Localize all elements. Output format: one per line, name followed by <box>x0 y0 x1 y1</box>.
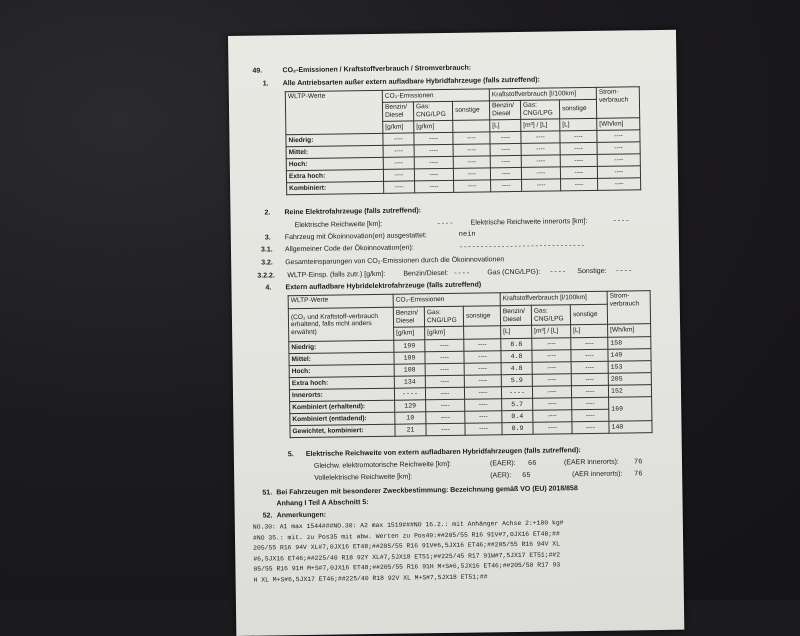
t4-cell: ---- <box>533 398 572 411</box>
t4-cell: ---- <box>532 386 571 399</box>
t4-unit-whkm: [Wh/km] <box>608 324 651 337</box>
section-49-title: CO₂-Emissionen / Kraftstoffverbrauch / Stromverbrauch: <box>282 64 472 75</box>
t1-row-label: Mittel: <box>286 145 383 158</box>
t1-unit-gkm: [g/km] <box>383 121 414 133</box>
t1-cell: ---- <box>383 133 414 145</box>
t1-cell: ---- <box>597 154 640 167</box>
t4-note: (CO₂ und Kraftstoff-verbrauch erhaltend, falls nicht anders erwähnt) <box>288 307 393 341</box>
t4-unit-l: [L] <box>501 326 532 339</box>
t4-gas-header-2: Gas: CNG/LPG <box>531 305 570 326</box>
t4-fuel-value: ---- <box>501 386 532 398</box>
t1-unit-gkm-2: [g/km] <box>414 120 453 133</box>
t1-cell: ---- <box>490 143 521 155</box>
t1-cell: ---- <box>491 179 522 191</box>
t4-strom-value: 205 <box>608 373 651 386</box>
section-5-number: 5. <box>287 451 294 459</box>
eaer-key: (EAER): <box>489 460 516 468</box>
t1-co2-header: CO₂-Emissionen <box>382 89 489 102</box>
t4-fuel-value: 5.9 <box>501 374 532 386</box>
t4-row-label: Kombiniert (entladend): <box>290 412 395 425</box>
section-52-number: 52. <box>262 512 273 520</box>
section-51-line2: Anhang I Teil A Abschnitt 5: <box>276 499 369 508</box>
t4-unit-l-2: [L] <box>571 324 608 337</box>
t4-cell: ---- <box>464 387 501 400</box>
eco-code-label: Allgemeiner Code der Ökoinnovation(en): <box>284 244 414 254</box>
t1-gas-header-2: Gas: CNG/LPG <box>520 100 559 120</box>
t1-sonstige-header: sonstige <box>452 101 489 121</box>
t4-cell: ---- <box>426 411 465 424</box>
t1-unit-m3: [m³] / [L] <box>521 119 560 132</box>
t4-cell: ---- <box>464 339 501 352</box>
t1-benzin-header: Benzin/ Diesel <box>382 102 413 121</box>
t4-sonstige-header: sonstige <box>463 306 500 327</box>
t4-row-label: Gewichtet, kombiniert: <box>290 424 395 437</box>
t1-sonstige-header-2: sonstige <box>559 99 596 119</box>
t4-cell: ---- <box>532 338 571 351</box>
t1-row-label: Extra hoch: <box>286 169 383 182</box>
t4-cell: ---- <box>572 397 609 410</box>
t1-cell: ---- <box>522 179 561 192</box>
section-2-title: Reine Elektrofahrzeuge (falls zutreffend): <box>284 207 422 217</box>
t4-gas-header: Gas: CNG/LPG <box>424 306 463 327</box>
section-3-number: 3. <box>264 234 271 242</box>
t1-cell: ---- <box>597 166 640 179</box>
t1-unit-whkm: [Wh/km] <box>597 118 640 131</box>
t1-cell: ---- <box>453 156 490 169</box>
co2-savings-label: Gesamteinsparungen von CO₂-Emissionen durch die Ökoinnovationen <box>285 256 505 267</box>
section-1-number: 1. <box>262 80 269 88</box>
t1-cell: ---- <box>383 157 414 169</box>
t4-cell: ---- <box>465 411 502 424</box>
section-3-2-2-number: 3.2.2. <box>257 272 275 280</box>
t4-strom-value: 152 <box>608 385 651 398</box>
t4-strom-value: 140 <box>609 421 652 434</box>
t1-cell: ---- <box>598 178 641 191</box>
wltp-savings-label: WLTP-Einsp. (falls zutr.) [g/km]: <box>287 270 386 280</box>
eco-innovation-value: nein <box>458 230 476 239</box>
eaer-value: 66 <box>527 459 537 468</box>
t4-row-label: Niedrig: <box>289 340 394 353</box>
t4-cell: ---- <box>572 409 609 422</box>
t4-row-label: Mittel: <box>289 352 394 365</box>
aer-city-key: (AER innerorts): <box>572 470 623 479</box>
t1-cell: ---- <box>560 130 597 143</box>
electric-range-label: Elektrische Reichweite [km]: <box>294 220 383 230</box>
t1-cell: ---- <box>414 132 453 145</box>
aer-label: Vollelektrische Reichweite [km]: <box>314 473 413 482</box>
t4-cell: ---- <box>464 363 501 376</box>
t1-cell: ---- <box>490 131 521 143</box>
t4-unit-empty <box>464 326 501 339</box>
t1-cell: ---- <box>490 155 521 167</box>
t1-wltp-header: WLTP-Werte <box>285 90 383 134</box>
t4-fuel-value: 4.8 <box>501 362 532 374</box>
t1-unit-empty <box>453 120 490 133</box>
aer-value: 65 <box>522 471 531 480</box>
t4-co2-value: 21 <box>395 424 426 436</box>
t4-cell: ---- <box>426 399 465 412</box>
t4-benzin-header-2: Benzin/ Diesel <box>500 305 531 326</box>
section-52-title: Anmerkungen: <box>276 511 327 520</box>
savings-other-label: Sonstige: <box>577 267 607 276</box>
savings-other-value: ---- <box>615 267 633 276</box>
t4-strom-value: 158 <box>608 337 651 350</box>
t1-cell: ---- <box>453 168 490 181</box>
section-51-line1: Bei Fahrzeugen mit besonderer Zweckbestimmung: Bezeichnung gemäß VO (EU) 2018/858 <box>276 485 578 497</box>
t4-cell: ---- <box>571 337 608 350</box>
section-2-number: 2. <box>264 209 271 217</box>
eaer-city-value: 76 <box>633 458 643 467</box>
t1-cell: ---- <box>414 144 453 157</box>
t1-cell: ---- <box>454 180 491 193</box>
section-4-title: Extern aufladbare Hybridelektrofahrzeuge (falls zutreffend) <box>285 281 482 292</box>
remark-line: NO.30: A1 max 1544###NO.30: A2 max 1519###NO 16.2.: mit Anhänger Achse 2:+100 kg# <box>252 519 564 531</box>
t4-benzin-header: Benzin/ Diesel <box>393 307 424 328</box>
t1-fuel-header: Kraftstoffverbrauch [l/100km] <box>489 87 596 100</box>
t1-cell: ---- <box>521 131 560 144</box>
section-3-1-number: 3.1. <box>260 246 273 254</box>
savings-gas-label: Gas (CNG/LPG): <box>487 268 541 277</box>
t4-strom-value: 149 <box>608 349 651 362</box>
t4-cell: ---- <box>532 374 571 387</box>
t4-cell: ---- <box>425 375 464 388</box>
t4-cell: ---- <box>465 399 502 412</box>
t1-cell: ---- <box>560 142 597 155</box>
t4-cell: ---- <box>571 385 608 398</box>
section-49-number: 49. <box>252 67 263 75</box>
t4-row-label: Extra hoch: <box>289 376 394 389</box>
eaer-city-key: (EAER innerorts): <box>563 458 619 467</box>
t4-cell: ---- <box>425 339 464 352</box>
table-1-wltp <box>285 86 641 195</box>
t4-fuel-value: 8.8 <box>501 338 532 350</box>
t1-cell: ---- <box>453 132 490 145</box>
t4-co2-value: 129 <box>395 400 426 412</box>
t1-cell: ---- <box>597 130 640 143</box>
t4-co2-value: 108 <box>394 364 425 376</box>
t4-sonstige-header-2: sonstige <box>570 304 607 325</box>
t1-cell: ---- <box>383 145 414 157</box>
remark-line: H XL M+S#6,5JX17 ET46;##225/40 R18 92V XL M+S#7,5JX18 ET51;## <box>253 573 488 584</box>
t4-cell: ---- <box>533 410 572 423</box>
t1-unit-l: [L] <box>490 119 521 131</box>
t4-cell: ---- <box>425 387 464 400</box>
t4-cell: ---- <box>533 422 572 435</box>
t1-row-label: Hoch: <box>286 157 383 170</box>
section-4-number: 4. <box>265 284 272 292</box>
t1-row-label: Kombiniert: <box>287 181 384 194</box>
t4-row-label: Kombiniert (erhaltend): <box>290 400 395 413</box>
section-51-number: 51. <box>262 489 273 497</box>
t1-cell: ---- <box>521 155 560 168</box>
t4-co2-header: CO₂-Emissionen <box>393 293 500 307</box>
t1-row-label: Niedrig: <box>286 133 383 146</box>
t1-cell: ---- <box>453 144 490 157</box>
t4-row-label: Innerorts: <box>289 388 394 401</box>
t4-strom-value: 169 <box>609 397 652 422</box>
t4-unit-m3: [m³] / [L] <box>532 325 571 338</box>
t1-cell: ---- <box>521 167 560 180</box>
savings-benzin-value: ---- <box>453 269 471 278</box>
t4-fuel-value: 0.9 <box>502 422 533 434</box>
document-page <box>228 30 684 636</box>
t4-strom-header: Strom-verbrauch <box>607 291 650 325</box>
t4-cell: ---- <box>464 375 501 388</box>
t4-co2-value: 134 <box>394 376 425 388</box>
t4-cell: ---- <box>571 349 608 362</box>
t4-wltp-header: WLTP-Werte <box>288 294 393 308</box>
t1-cell: ---- <box>414 168 453 181</box>
remark-line: 05/55 R16 91H M+S#7,0JX16 ET48;##205/55 R16 91H M+S#6,5JX16 ET46;##205/50 R17 93 <box>253 561 561 574</box>
t4-cell: ---- <box>465 423 502 436</box>
t1-benzin-header-2: Benzin/ Diesel <box>489 100 520 119</box>
t4-fuel-value: 4.8 <box>501 350 532 362</box>
t1-cell: ---- <box>384 181 415 193</box>
section-3-2-number: 3.2. <box>261 259 273 267</box>
section-5-title: Elektrische Reichweite von extern aufladbaren Hybridfahrzeugen (falls zutreffend): <box>305 447 581 458</box>
t1-cell: ---- <box>521 143 560 156</box>
t1-cell: ---- <box>414 156 453 169</box>
t4-cell: ---- <box>464 351 501 364</box>
t1-cell: ---- <box>415 180 454 193</box>
t4-co2-value: 109 <box>394 352 425 364</box>
t4-cell: ---- <box>426 423 465 436</box>
t4-fuel-value: 5.7 <box>502 398 533 410</box>
t1-cell: ---- <box>560 154 597 167</box>
table-4-hybrid <box>288 290 653 438</box>
aer-city-value: 76 <box>634 470 643 479</box>
eco-innovation-label: Fahrzeug mit Ökoinnovation(en) ausgestattet: <box>284 232 427 242</box>
t4-co2-value: 199 <box>394 340 425 352</box>
t1-cell: ---- <box>597 142 640 155</box>
savings-benzin-label: Benzin/Diesel: <box>403 269 449 278</box>
t1-strom-header: Strom-verbrauch <box>596 87 639 119</box>
electric-range-city-value: ---- <box>612 217 630 226</box>
t4-cell: ---- <box>425 351 464 364</box>
remark-line: #6,5JX16 ET46;##225/40 R18 92Y XL#7,5JX18 ET51;##225/45 R17 91W#7,5JX17 ET51;##2 <box>253 551 561 563</box>
savings-gas-value: ---- <box>549 268 567 277</box>
electric-range-value: ---- <box>436 219 454 229</box>
remark-line: 205/55 R16 94V XL#7,0JX16 ET48;##205/55 R16 91V#6,5JX16 ET46;##205/55 R16 94V XL <box>253 540 560 552</box>
t4-unit-gkm-2: [g/km] <box>425 326 464 339</box>
t4-row-label: Hoch: <box>289 364 394 377</box>
t4-cell: ---- <box>532 350 571 363</box>
t4-fuel-header: Kraftstoffverbrauch [l/100km] <box>500 291 607 305</box>
t4-co2-value: 10 <box>395 412 426 424</box>
t1-gas-header: Gas: CNG/LPG <box>413 101 452 121</box>
t1-cell: ---- <box>561 178 598 191</box>
t4-unit-gkm: [g/km] <box>394 327 425 340</box>
t1-cell: ---- <box>383 169 414 181</box>
eco-code-value: ------------------------------ <box>458 242 586 252</box>
t1-cell: ---- <box>490 167 521 179</box>
t1-cell: ---- <box>560 166 597 179</box>
t4-cell: ---- <box>425 363 464 376</box>
t4-cell: ---- <box>532 362 571 375</box>
electric-range-city-label: Elektrische Reichweite innerorts [km]: <box>470 218 588 227</box>
t4-cell: ---- <box>571 373 608 386</box>
aer-key: (AER): <box>490 472 512 480</box>
t4-fuel-value: 0.4 <box>502 410 533 422</box>
t1-unit-l-2: [L] <box>560 118 597 131</box>
remark-line: #NO 35.: mit. zu Pos35 mit abw. Werten zu Pos49:##205/55 R16 91V#7,0JX16 ET48;## <box>252 530 560 542</box>
t4-cell: ---- <box>571 361 608 374</box>
eaer-label: Gleichw. elektromotorische Reichweite [km]: <box>313 460 451 470</box>
section-1-title: Alle Antriebsarten außer extern aufladbare Hybridfahrzeuge (falls zutreffend): <box>282 76 540 88</box>
t4-strom-value: 153 <box>608 361 651 374</box>
t4-co2-value: ---- <box>394 388 425 400</box>
t4-cell: ---- <box>572 421 609 434</box>
